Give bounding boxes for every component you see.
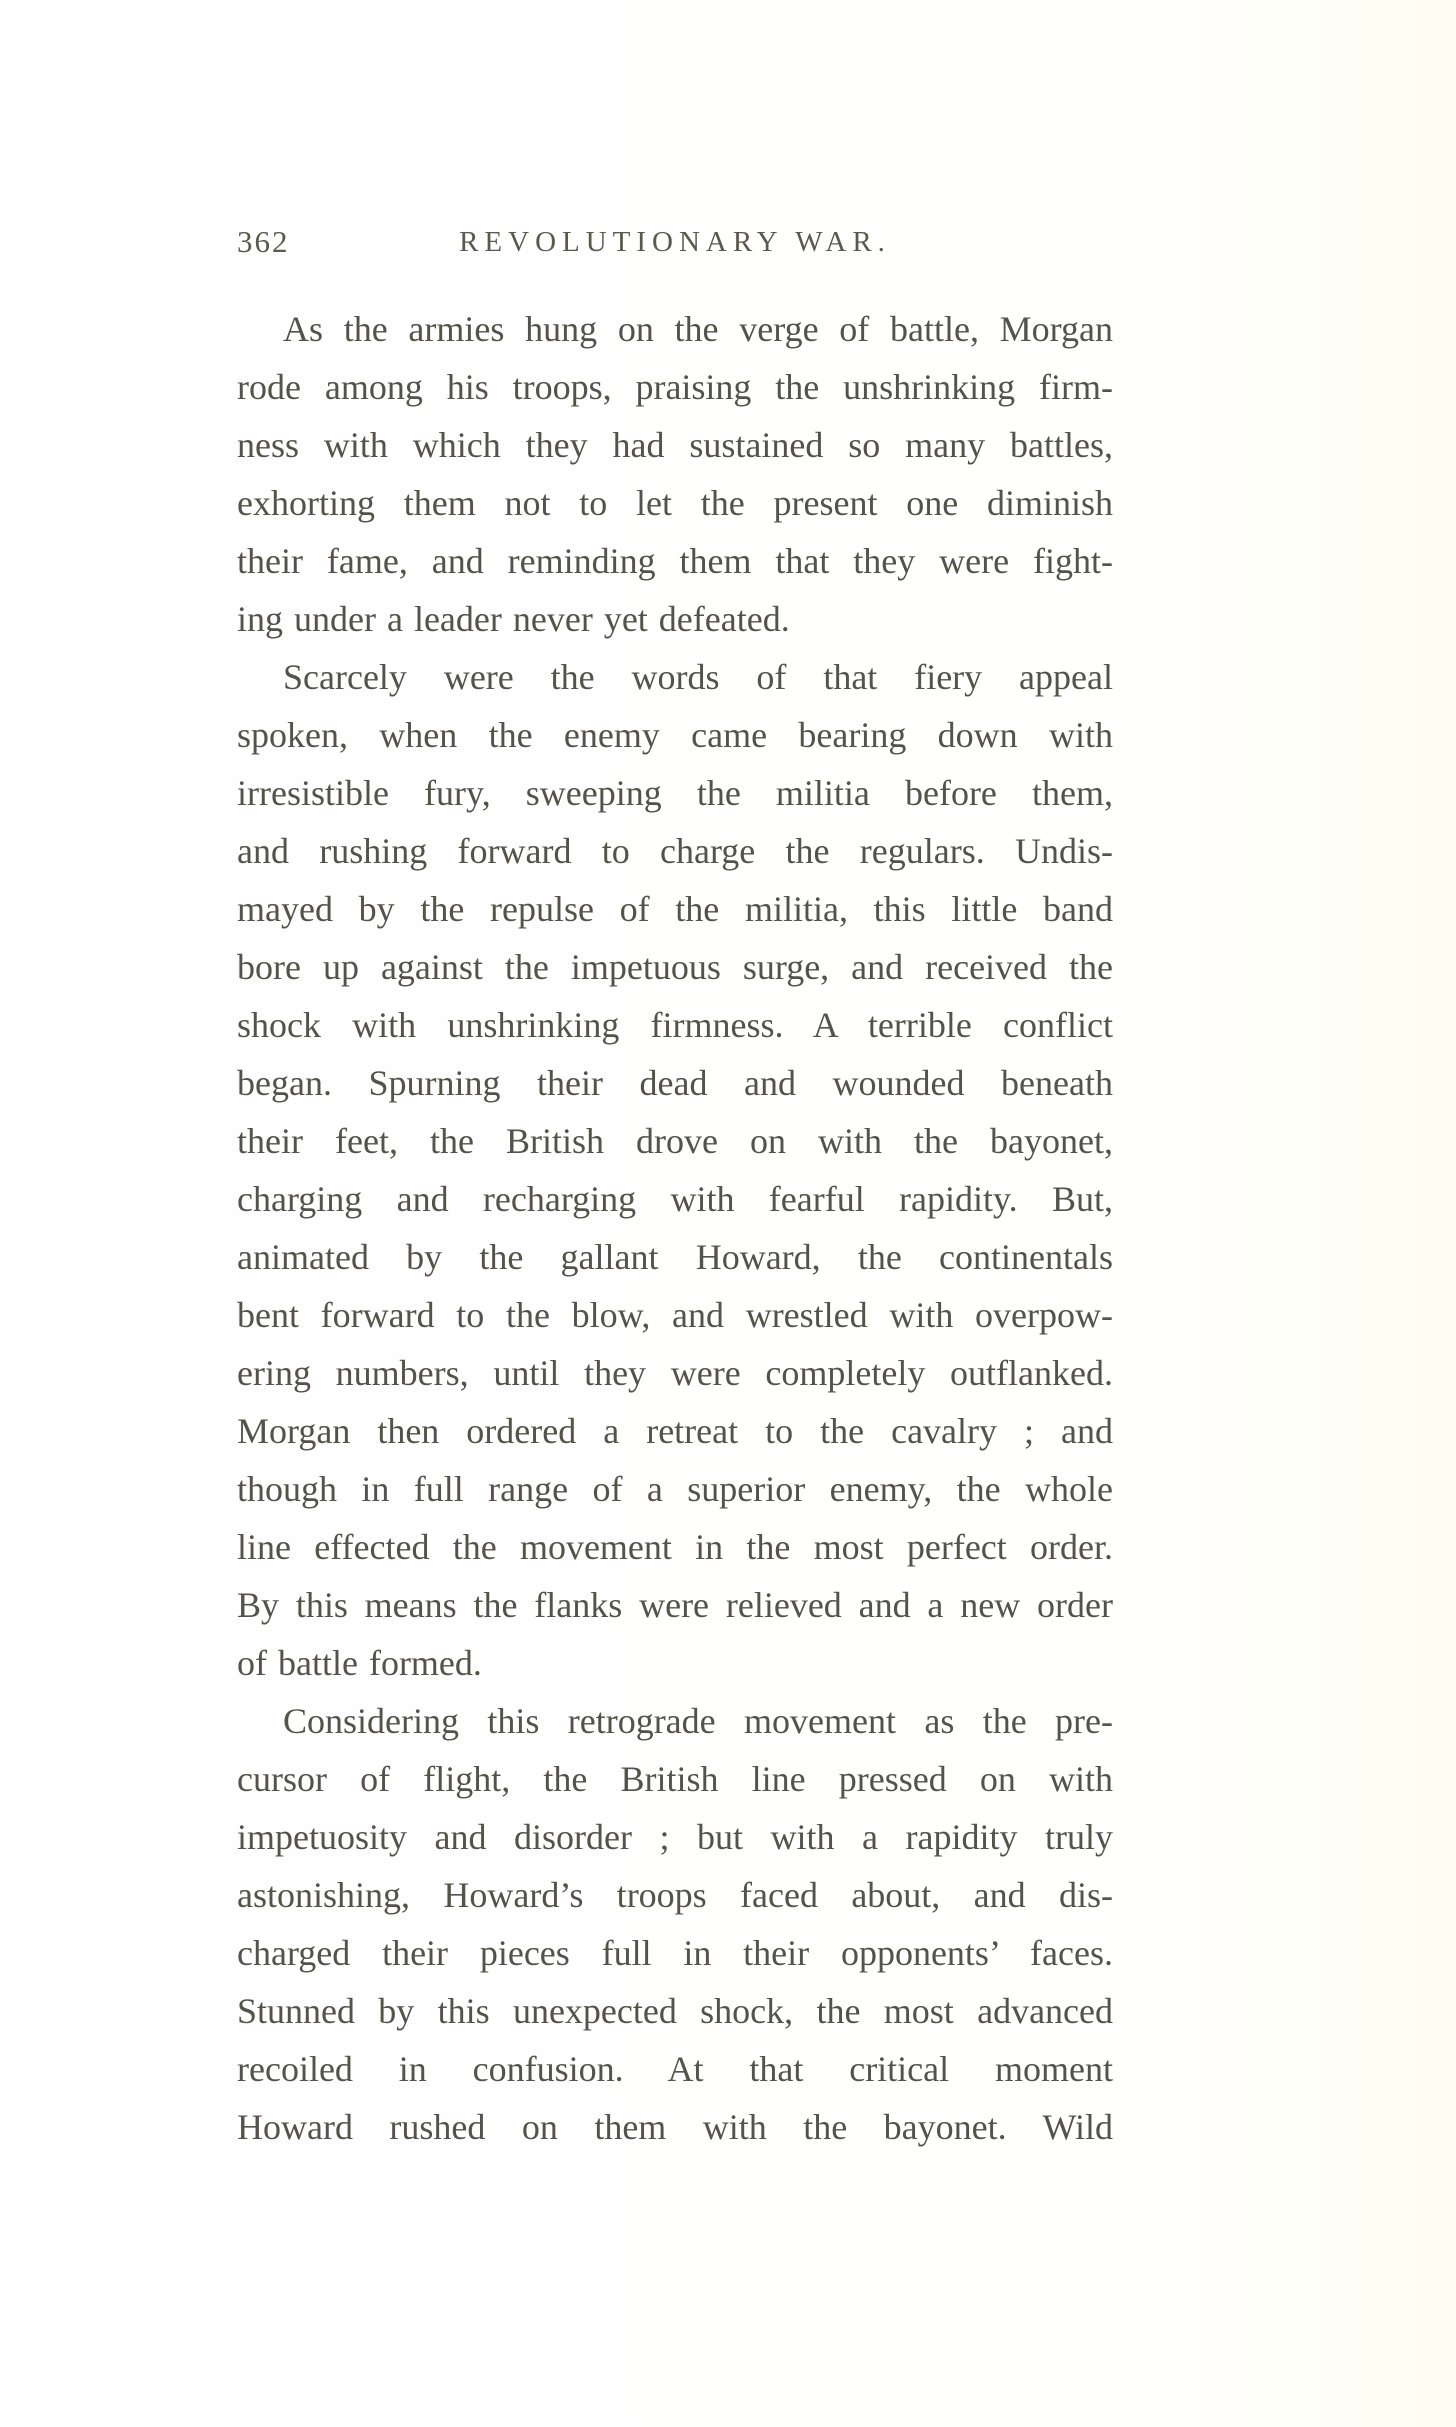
text-line: Scarcely were the words of that fiery appeal <box>283 657 1113 697</box>
text-line: astonishing, Howard’s troops faced about, and dis- <box>237 1875 1113 1915</box>
text-line: spoken, when the enemy came bearing down with <box>237 715 1113 755</box>
running-title: REVOLUTIONARY WAR. <box>459 226 891 258</box>
text-line: bent forward to the blow, and wrestled with overpow- <box>237 1295 1113 1335</box>
text-line: exhorting them not to let the present one diminish <box>237 483 1113 523</box>
text-line: As the armies hung on the verge of battle, Morgan <box>283 309 1113 349</box>
text-line: irresistible fury, sweeping the militia before them, <box>237 773 1113 813</box>
text-line: ering numbers, until they were completely outflanked. <box>237 1353 1113 1393</box>
text-line: rode among his troops, praising the unshrinking firm- <box>237 367 1113 407</box>
text-line: ing under a leader never yet defeated. <box>237 599 790 639</box>
text-line: animated by the gallant Howard, the continentals <box>237 1237 1113 1277</box>
text-line: mayed by the repulse of the militia, this little band <box>237 889 1113 929</box>
text-line: By this means the flanks were relieved and a new order <box>237 1585 1113 1625</box>
page-header <box>237 224 1113 264</box>
text-line: of battle formed. <box>237 1643 482 1683</box>
text-line: Morgan then ordered a retreat to the cavalry ; and <box>237 1411 1113 1451</box>
text-line: shock with unshrinking firmness. A terrible conflict <box>237 1005 1113 1045</box>
text-line: line effected the movement in the most perfect order. <box>237 1527 1113 1567</box>
text-line: bore up against the impetuous surge, and received the <box>237 947 1113 987</box>
text-line: Howard rushed on them with the bayonet. Wild <box>237 2107 1113 2147</box>
text-line: ness with which they had sustained so many battles, <box>237 425 1113 465</box>
body-text <box>237 300 1113 2156</box>
text-line: their feet, the British drove on with the bayonet, <box>237 1121 1113 1161</box>
text-line: and rushing forward to charge the regulars. Undis- <box>237 831 1113 871</box>
text-line: though in full range of a superior enemy, the whole <box>237 1469 1113 1509</box>
text-line: charging and recharging with fearful rapidity. But, <box>237 1179 1113 1219</box>
text-line: Stunned by this unexpected shock, the most advanced <box>237 1991 1113 2031</box>
text-line: charged their pieces full in their opponents’ faces. <box>237 1933 1113 1973</box>
text-line: cursor of flight, the British line pressed on with <box>237 1759 1113 1799</box>
page-number: 362 <box>237 224 290 259</box>
text-line: recoiled in confusion. At that critical moment <box>237 2049 1113 2089</box>
text-line: their fame, and reminding them that they were fight- <box>237 541 1113 581</box>
text-line: Considering this retrograde movement as the pre- <box>283 1701 1113 1741</box>
text-line: began. Spurning their dead and wounded beneath <box>237 1063 1113 1103</box>
text-line: impetuosity and disorder ; but with a rapidity truly <box>237 1817 1113 1857</box>
